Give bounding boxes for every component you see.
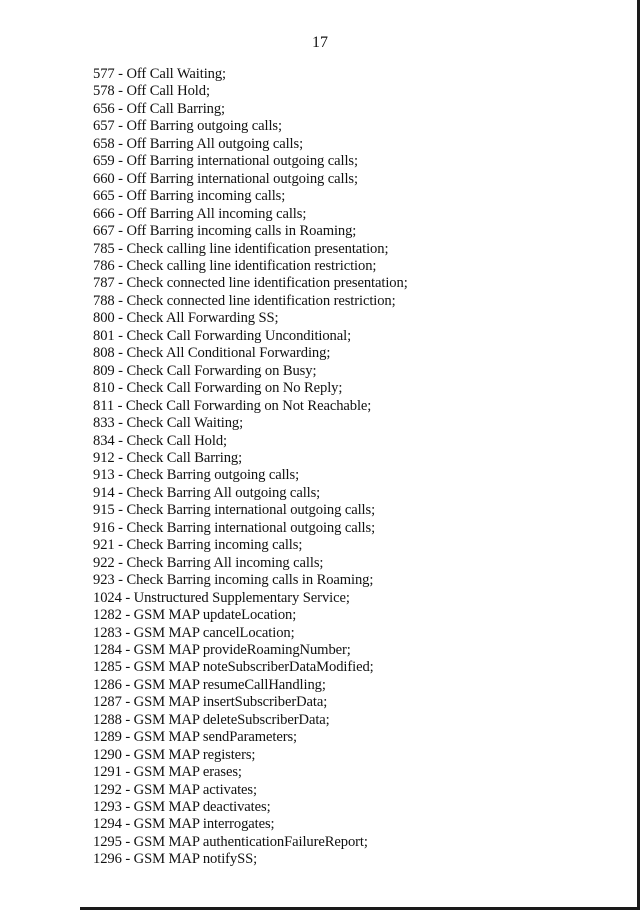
list-item: 1289 - GSM MAP sendParameters;: [93, 729, 297, 746]
list-item: 811 - Check Call Forwarding on Not Reachable;: [93, 397, 372, 414]
list-item: 1295 - GSM MAP authenticationFailureReport;: [93, 833, 368, 850]
list-item: 1293 - GSM MAP deactivates;: [93, 799, 271, 816]
list-item: 656 - Off Call Barring;: [93, 100, 225, 117]
page-number: 17: [312, 34, 328, 51]
list-item: 578 - Off Call Hold;: [93, 83, 210, 100]
list-item: 1283 - GSM MAP cancelLocation;: [93, 624, 295, 641]
list-item: 800 - Check All Forwarding SS;: [93, 310, 279, 327]
list-item: 916 - Check Barring international outgoing calls;: [93, 519, 376, 536]
list-item: 785 - Check calling line identification presentation;: [93, 240, 389, 257]
list-item: 658 - Off Barring All outgoing calls;: [93, 135, 304, 152]
list-item: 801 - Check Call Forwarding Unconditional;: [93, 327, 352, 344]
list-item: 809 - Check Call Forwarding on Busy;: [93, 362, 317, 379]
list-item: 787 - Check connected line identification presentation;: [93, 275, 408, 292]
list-item: 1285 - GSM MAP noteSubscriberDataModified;: [93, 659, 374, 676]
list-item: 923 - Check Barring incoming calls in Roaming;: [93, 572, 374, 589]
list-item: 912 - Check Call Barring;: [93, 449, 243, 466]
list-item: 1288 - GSM MAP deleteSubscriberData;: [93, 711, 330, 728]
list-item: 1282 - GSM MAP updateLocation;: [93, 607, 297, 624]
list-item: 1296 - GSM MAP notifySS;: [93, 851, 258, 868]
list-item: 810 - Check Call Forwarding on No Reply;: [93, 380, 343, 397]
list-item: 1291 - GSM MAP erases;: [93, 764, 242, 781]
list-item: 659 - Off Barring international outgoing calls;: [93, 153, 358, 170]
list-item: 1290 - GSM MAP registers;: [93, 746, 256, 763]
list-item: 834 - Check Call Hold;: [93, 432, 227, 449]
list-item: 665 - Off Barring incoming calls;: [93, 188, 286, 205]
list-item: 833 - Check Call Waiting;: [93, 415, 244, 432]
list-item: 922 - Check Barring All incoming calls;: [93, 554, 324, 571]
list-item: 577 - Off Call Waiting;: [93, 66, 226, 82]
list-item: 660 - Off Barring international outgoing calls;: [93, 170, 358, 187]
code-list: [93, 66, 408, 869]
list-item: 666 - Off Barring All incoming calls;: [93, 205, 307, 222]
list-item: 788 - Check connected line identification restriction;: [93, 292, 396, 309]
list-item: 1024 - Unstructured Supplementary Service;: [93, 589, 350, 606]
list-item: 1286 - GSM MAP resumeCallHandling;: [93, 676, 326, 693]
list-item: 657 - Off Barring outgoing calls;: [93, 118, 282, 135]
list-item: 921 - Check Barring incoming calls;: [93, 537, 303, 554]
list-item: 915 - Check Barring international outgoing calls;: [93, 502, 376, 519]
list-item: 914 - Check Barring All outgoing calls;: [93, 484, 321, 501]
list-item: 913 - Check Barring outgoing calls;: [93, 467, 300, 484]
list-item: 1294 - GSM MAP interrogates;: [93, 816, 275, 833]
list-item: 1287 - GSM MAP insertSubscriberData;: [93, 694, 328, 711]
list-item: 786 - Check calling line identification restriction;: [93, 257, 377, 274]
list-item: 667 - Off Barring incoming calls in Roaming;: [93, 223, 357, 240]
list-item: 1292 - GSM MAP activates;: [93, 781, 257, 798]
list-item: 808 - Check All Conditional Forwarding;: [93, 345, 331, 362]
list-item: 1284 - GSM MAP provideRoamingNumber;: [93, 641, 351, 658]
